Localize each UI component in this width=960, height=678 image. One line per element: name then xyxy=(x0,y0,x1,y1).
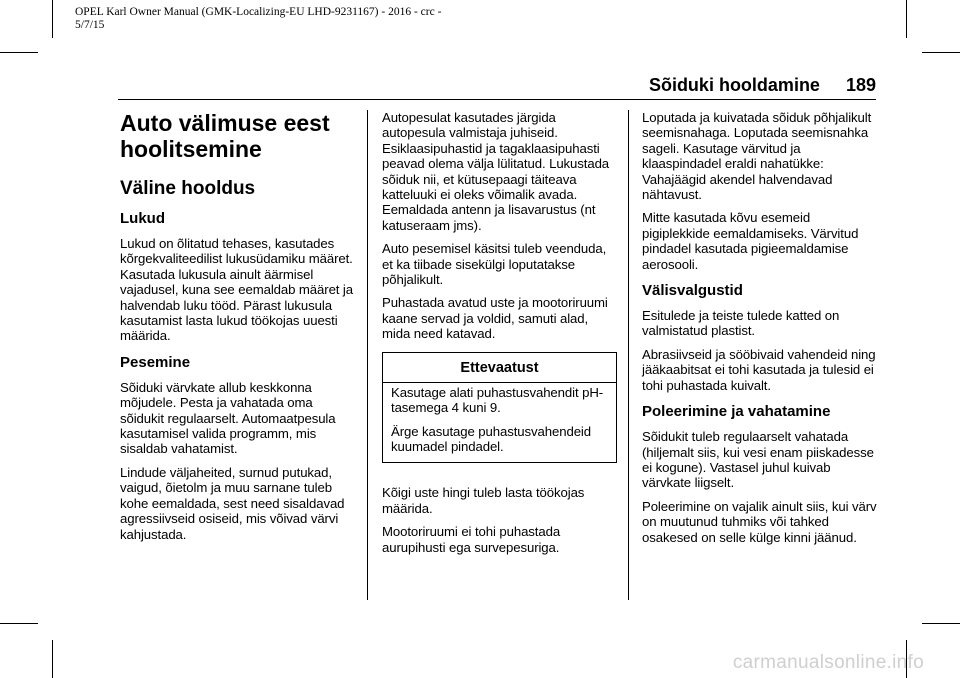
crop-mark xyxy=(922,623,960,624)
column-divider xyxy=(628,110,629,600)
paragraph: Esitulede ja teiste tulede katted on valmistatud plastist. xyxy=(642,308,840,339)
print-metadata-line2: 5/7/15 xyxy=(75,19,105,31)
paragraph: Auto pesemisel käsitsi tuleb veenduda, et ka tiibade sisekülgi loputatakse põhjalikult. xyxy=(382,241,607,288)
subheading-exterior-lights: Välisvalgustid xyxy=(642,282,743,300)
running-head xyxy=(649,75,876,96)
caution-paragraph: Ärge kasutage puhastusvahendeid kuumadel pindadel. xyxy=(391,423,591,454)
print-metadata-line1: OPEL Karl Owner Manual (GMK-Localizing-EU LHD-9231167) - 2016 - crc - xyxy=(75,6,442,18)
column-3 xyxy=(642,110,878,545)
subheading-locks: Lukud xyxy=(120,210,165,227)
chapter-title-line1: Auto välimuse eest xyxy=(120,110,330,136)
chapter-title xyxy=(120,110,360,162)
paragraph: Abrasiivseid ja sööbivaid vahendeid ning jääkaabitsat ei tohi kasutada ja tulesid ei tohi puhastada kuivalt. xyxy=(642,346,876,393)
caution-box xyxy=(382,352,617,464)
paragraph: Lindude väljaheited, surnud putukad, vaigud, õietolm ja muu sarnane tuleb kohe eemaldada, sest need sisaldavad agressiivseid osiseid, mis võivad värvi kahjustada. xyxy=(120,464,345,542)
crop-mark xyxy=(0,623,38,624)
print-metadata xyxy=(75,6,441,32)
crop-mark xyxy=(906,0,907,38)
column-1 xyxy=(120,110,360,542)
paragraph: Mitte kasutada kõvu esemeid pigiplekkide eemaldamiseks. Värvitud pindadel kasutada pigieemaldamise aerosooli. xyxy=(642,210,859,272)
crop-mark xyxy=(52,0,53,38)
column-divider xyxy=(367,110,368,600)
section-heading: Väline hooldus xyxy=(120,178,256,199)
section-title: Sõiduki hooldamine xyxy=(648,75,820,95)
paragraph: Poleerimine on vajalik ainult siis, kui värv on muutunud tuhmiks või tahked osakesed on selle külge kinni jäänud. xyxy=(642,498,877,545)
watermark: carmanualsonline.info xyxy=(732,652,924,673)
column-2 xyxy=(382,110,617,555)
chapter-title-line2: hoolitsemine xyxy=(120,136,262,162)
paragraph: Sõiduki värvkate allub keskkonna mõjudele. Pesta ja vahatada oma sõidukit regulaarselt. Automaatpesula kasutamisel valida programm, mis sisaldab vahatamist. xyxy=(120,379,336,457)
subheading-washing: Pesemine xyxy=(120,353,191,371)
page-number: 189 xyxy=(845,75,876,95)
crop-mark xyxy=(0,52,38,53)
header-rule xyxy=(118,99,876,100)
caution-body xyxy=(383,383,616,463)
crop-mark xyxy=(52,640,53,678)
paragraph: Mootoriruumi ei tohi puhastada aurupihusti ega survepesuriga. xyxy=(382,524,561,555)
paragraph: Sõidukit tuleb regulaarselt vahatada (hiljemalt siis, kui vesi enam piiskadesse ei kogune). Vastasel juhul kuivab värvkate liigselt. xyxy=(642,429,874,491)
paragraph: Kõigi uste hingi tuleb lasta töökojas määrida. xyxy=(382,485,585,516)
caution-title: Ettevaatust xyxy=(383,353,616,383)
paragraph: Puhastada avatud uste ja mootoriruumi kaane servad ja voldid, samuti alad, mida need katavad. xyxy=(382,295,608,342)
subheading-polishing: Poleerimine ja vahatamine xyxy=(642,403,831,421)
paragraph: Loputada ja kuivatada sõiduk põhjalikult seemisnahaga. Loputada seemisnahka sageli. Kasutage värvitud ja klaaspindadel eraldi nahatükke: Vahajäägid akendel halvendavad nähtavust. xyxy=(642,110,872,203)
caution-paragraph: Kasutage alati puhastusvahendit pH-tasemega 4 kuni 9. xyxy=(391,384,604,416)
crop-mark xyxy=(922,52,960,53)
paragraph: Autopesulat kasutades järgida autopesula valmistaja juhiseid. Esiklaasipuhastid ja tagaklaasipuhasti peavad olema välja lülitatud. Lukustada sõiduk nii, et kütusepaagi täiteava katteluuki ei oleks võimalik avada. Eemaldada antenn ja lisavarustus (nt katuseraam jms). xyxy=(382,110,610,233)
paragraph: Lukud on õlitatud tehases, kasutades kõrgekvaliteedilist lukusüdamiku määret. Kasutada lukusula ainult äärmisel vajadusel, kuna see eemaldab määret ja halvendab luku tööd. Pärast lukusula kasutamist lasta lukud töökojas uuesti määrida. xyxy=(120,236,353,344)
